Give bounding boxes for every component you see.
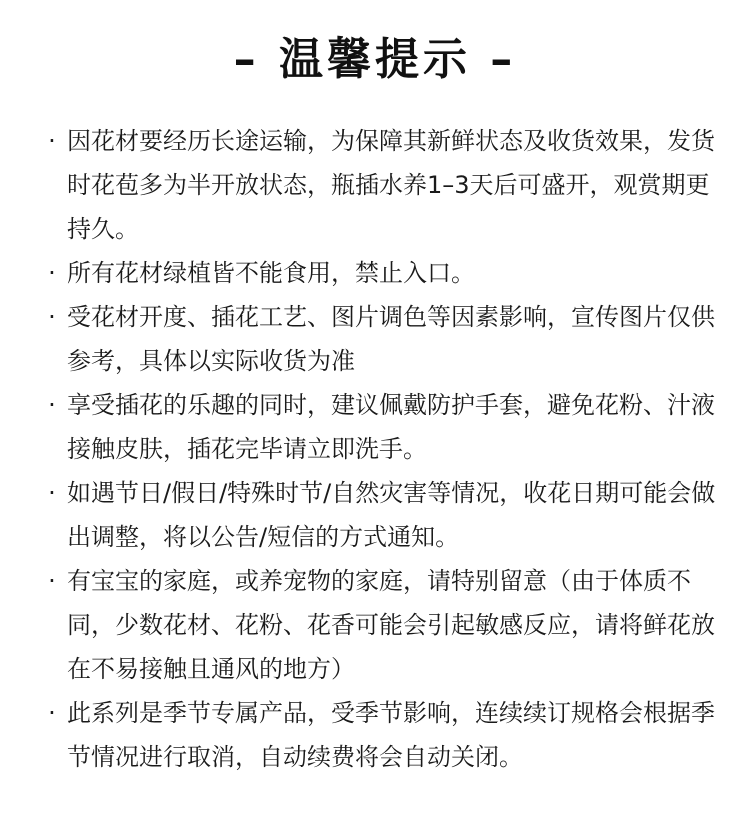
tip-text: 有宝宝的家庭，或养宠物的家庭，请特别留意（由于体质不同，少数花材、花粉、花香可能会引起敏感反应，请将鲜花放在不易接触且通风的地方） (67, 567, 715, 683)
tip-item (40, 119, 720, 251)
tip-item (40, 471, 720, 559)
tip-text: 如遇节日/假日/特殊时节/自然灾害等情况，收花日期可能会做出调整，将以公告/短信的方式通知。 (67, 479, 716, 551)
tip-text: 受花材开度、插花工艺、图片调色等因素影响，宣传图片仅供参考，具体以实际收货为准 (67, 303, 715, 375)
bullet-icon: · (48, 259, 56, 287)
bullet-icon: · (48, 567, 56, 595)
tips-list (40, 119, 720, 779)
tip-item (40, 691, 720, 779)
tip-text: 所有花材绿植皆不能食用，禁止入口。 (67, 259, 475, 287)
tip-item (40, 295, 720, 383)
bullet-icon: · (48, 699, 56, 727)
tip-text: 因花材要经历长途运输，为保障其新鲜状态及收货效果，发货时花苞多为半开放状态，瓶插水养1–3天后可盛开，观赏期更持久。 (67, 127, 715, 243)
tip-item (40, 559, 720, 691)
tip-text: 享受插花的乐趣的同时，建议佩戴防护手套，避免花粉、汁液接触皮肤，插花完毕请立即洗手。 (67, 391, 715, 463)
page-title: – 温馨提示 – (233, 34, 517, 85)
bullet-icon: · (48, 479, 56, 507)
bullet-icon: · (48, 303, 56, 331)
tip-text: 此系列是季节专属产品，受季节影响，连续续订规格会根据季节情况进行取消，自动续费将会自动关闭。 (67, 699, 715, 771)
bullet-icon: · (48, 391, 56, 419)
bullet-icon: · (48, 127, 56, 155)
tip-item (40, 383, 720, 471)
tip-item (40, 251, 720, 295)
